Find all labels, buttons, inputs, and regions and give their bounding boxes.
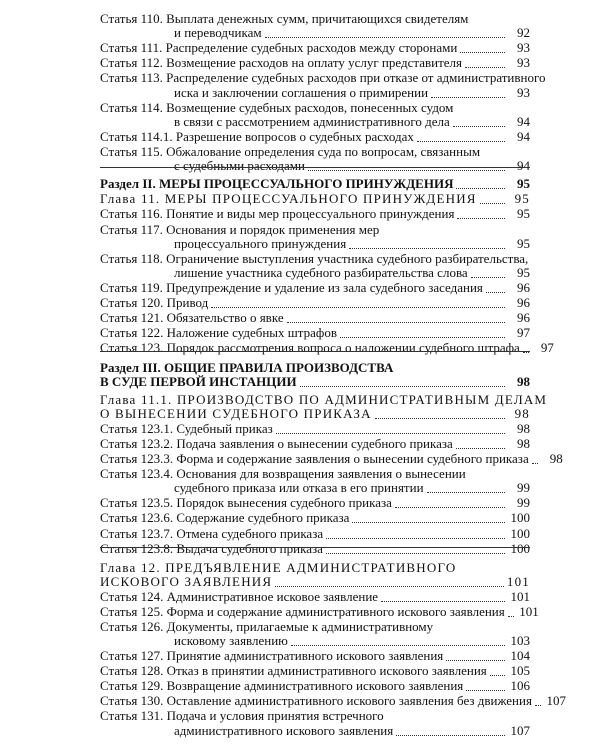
toc-entry-title: ИСКОВОГО ЗАЯВЛЕНИЯ <box>100 574 273 589</box>
dot-leader <box>381 600 505 602</box>
dot-leader <box>275 585 504 587</box>
toc-entry-title: О ВЫНЕСЕНИИ СУДЕБНОГО ПРИКАЗА <box>100 406 372 421</box>
toc-entry-title: Статья 114. Возмещение судебных расходов, понесенных судом <box>100 100 454 115</box>
toc-page-number: 99 <box>517 480 530 495</box>
toc-page-number: 100 <box>510 526 530 541</box>
toc-page-number: 96 <box>517 310 530 325</box>
section-divider <box>100 351 530 352</box>
toc-page-number: 98 <box>517 421 530 436</box>
toc-entry-title: Статья 126. Документы, прилагаемые к административному <box>100 619 434 634</box>
toc-entry <box>100 540 530 558</box>
toc-page-number: 94 <box>517 158 530 173</box>
dot-leader <box>276 432 505 434</box>
dot-leader <box>287 321 505 323</box>
toc-entry <box>174 722 530 740</box>
toc-entry-title: Статья 129. Возвращение административного искового заявления <box>100 678 464 693</box>
toc-page-number: 93 <box>517 40 530 55</box>
toc-page-number: 95 <box>517 206 530 221</box>
dot-leader <box>535 704 541 706</box>
toc-entry-title: и переводчикам <box>174 25 262 40</box>
toc-page-number: 97 <box>517 325 530 340</box>
toc-entry-title: Глава 11. МЕРЫ ПРОЦЕССУАЛЬНОГО ПРИНУЖДЕНИЯ <box>100 191 477 206</box>
toc-page-number: 99 <box>517 495 530 510</box>
dot-leader <box>457 217 505 219</box>
dot-leader <box>508 615 514 617</box>
toc-entry-title: Статья 114.1. Разрешение вопросов о судебных расходах <box>100 129 414 144</box>
toc-page-number: 95 <box>514 191 530 206</box>
toc-page-number: 101 <box>519 604 539 619</box>
toc-entry-title: Статья 123. Порядок рассмотрения вопроса о наложении судебного штрафа <box>100 340 520 355</box>
toc-entry-title: иска и заключении соглашения о примирении <box>174 85 429 100</box>
section-divider <box>100 547 530 548</box>
toc-entry-title: Статья 119. Предупреждение и удаление из зала судебного заседания <box>100 280 483 295</box>
dot-leader <box>326 552 505 554</box>
toc-page-number: 95 <box>517 236 530 251</box>
toc-entry-title: административного искового заявления <box>174 723 394 738</box>
toc-page-number: 100 <box>510 541 530 556</box>
toc-entry-title: в связи с рассмотрением административного дела <box>174 114 450 129</box>
dot-leader <box>431 96 505 98</box>
toc-entry-title: Статья 122. Наложение судебных штрафов <box>100 325 337 340</box>
dot-leader <box>471 276 505 278</box>
toc-page-number: 101 <box>510 589 530 604</box>
dot-leader <box>456 187 505 189</box>
dot-leader <box>352 521 505 523</box>
toc-entry-title: Статья 123.5. Порядок вынесения судебного приказа <box>100 495 392 510</box>
toc-entry-title: Статья 123.3. Форма и содержание заявления о вынесении судебного приказа <box>100 451 529 466</box>
toc-entry <box>100 373 530 391</box>
toc-entry-title: Глава 12. ПРЕДЪЯВЛЕНИЕ АДМИНИСТРАТИВНОГО <box>100 560 457 575</box>
dot-leader <box>396 734 505 736</box>
toc-entry-title: Статья 118. Ограничение выступления участника судебного разбирательства, <box>100 251 529 266</box>
dot-leader <box>460 51 505 53</box>
toc-page-number: 104 <box>510 648 530 663</box>
section-divider <box>100 167 530 168</box>
toc-entry-title: Раздел III. ОБЩИЕ ПРАВИЛА ПРОИЗВОДСТВА <box>100 360 394 375</box>
toc-entry-title: В СУДЕ ПЕРВОЙ ИНСТАНЦИИ <box>100 374 297 389</box>
toc-entry-title: Статья 117. Основания и порядок применения мер <box>100 222 380 237</box>
toc-entry-title: лишение участника судебного разбирательства слова <box>174 265 468 280</box>
toc-entry-title: Статья 125. Форма и содержание административного искового заявления <box>100 604 505 619</box>
toc-entry-title: Статья 123.7. Отмена судебного приказа <box>100 526 324 541</box>
toc-page-number: 105 <box>510 663 530 678</box>
dot-leader <box>326 537 505 539</box>
toc-entry-title: Статья 131. Подача и условия принятия встречного <box>100 708 384 723</box>
toc-entry-title: Статья 110. Выплата денежных сумм, причитающихся свидетелям <box>100 11 469 26</box>
dot-leader <box>465 66 505 68</box>
toc-page-number: 97 <box>540 340 554 355</box>
toc-entry-title: Статья 124. Административное исковое заявление <box>100 589 379 604</box>
toc-page-number: 98 <box>514 406 530 421</box>
toc-page-number: 98 <box>517 436 530 451</box>
toc-entry-title: судебного приказа или отказа в его принятии <box>174 480 424 495</box>
toc-entry-title: Глава 11.1. ПРОИЗВОДСТВО ПО АДМИНИСТРАТИВНЫМ ДЕЛАМ <box>100 392 548 407</box>
toc-page-number: 101 <box>506 574 530 589</box>
dot-leader <box>300 385 505 387</box>
dot-leader <box>265 36 505 38</box>
toc-entry-title: процессуального принуждения <box>174 236 347 251</box>
dot-leader <box>466 689 505 691</box>
toc-page-number: 107 <box>510 723 530 738</box>
toc-page-number: 106 <box>510 678 530 693</box>
toc-page-number: 103 <box>510 633 530 648</box>
dot-leader <box>308 169 505 171</box>
toc-entry <box>100 339 554 357</box>
toc-entry-title: Раздел II. МЕРЫ ПРОЦЕССУАЛЬНОГО ПРИНУЖДЕНИЯ <box>100 176 454 191</box>
dot-leader <box>211 306 505 308</box>
toc-page-number: 96 <box>517 280 530 295</box>
dot-leader <box>532 462 538 464</box>
toc-page-number: 96 <box>517 295 530 310</box>
toc-entry-title: Статья 127. Принятие административного искового заявления <box>100 648 444 663</box>
toc-page-number: 93 <box>517 55 530 70</box>
toc-page-number: 95 <box>517 176 530 191</box>
toc-entry-title: Статья 123.1. Судебный приказ <box>100 421 273 436</box>
dot-leader <box>417 140 505 142</box>
toc-entry-title: Статья 128. Отказ в принятии административного искового заявления <box>100 663 487 678</box>
dot-leader <box>375 417 505 419</box>
dot-leader <box>349 247 505 249</box>
toc-entry-title: Статья 130. Оставление административного искового заявления без движения <box>100 693 532 708</box>
dot-leader <box>453 125 505 127</box>
dot-leader <box>490 674 505 676</box>
toc-page-number: 94 <box>517 129 530 144</box>
toc-entry-title: Статья 116. Понятие и виды мер процессуального принуждения <box>100 206 455 221</box>
toc-entry-title: Статья 120. Привод <box>100 295 209 310</box>
toc-page-number: 107 <box>546 693 566 708</box>
dot-leader <box>291 644 505 646</box>
toc-page-number: 94 <box>517 114 530 129</box>
toc-page-number: 92 <box>517 25 530 40</box>
dot-leader <box>446 659 505 661</box>
toc-entry-title: Статья 111. Распределение судебных расходов между сторонами <box>100 40 458 55</box>
toc-page-number: 100 <box>510 510 530 525</box>
toc-entry-title: Статья 112. Возмещение расходов на оплату услуг представителя <box>100 55 462 70</box>
toc-page-number: 93 <box>517 85 530 100</box>
toc-entry-title: Статья 123.6. Содержание судебного приказа <box>100 510 350 525</box>
toc-entry-title: Статья 115. Обжалование определения суда по вопросам, связанным <box>100 144 481 159</box>
dot-leader <box>395 506 505 508</box>
toc-entry-title: Статья 123.8. Выдача судебного приказа <box>100 541 323 556</box>
dot-leader <box>340 336 505 338</box>
dot-leader <box>486 291 505 293</box>
dot-leader <box>480 202 505 204</box>
toc-page-number: 98 <box>517 374 530 389</box>
toc-entry-title: Статья 121. Обязательство о явке <box>100 310 284 325</box>
toc-entry-title: Статья 123.4. Основания для возвращения заявления о вынесении <box>100 466 466 481</box>
toc-entry <box>174 157 530 175</box>
toc-entry-title: с судебными расходами <box>174 158 305 173</box>
dot-leader <box>427 491 505 493</box>
toc-entry-title: Статья 123.2. Подача заявления о вынесении судебного приказа <box>100 436 453 451</box>
toc-entry-title: Статья 113. Распределение судебных расходов при отказе от административного <box>100 70 546 85</box>
toc-entry-title: исковому заявлению <box>174 633 288 648</box>
dot-leader <box>456 447 505 449</box>
toc-page-number: 95 <box>517 265 530 280</box>
toc-page-number: 98 <box>549 451 563 466</box>
